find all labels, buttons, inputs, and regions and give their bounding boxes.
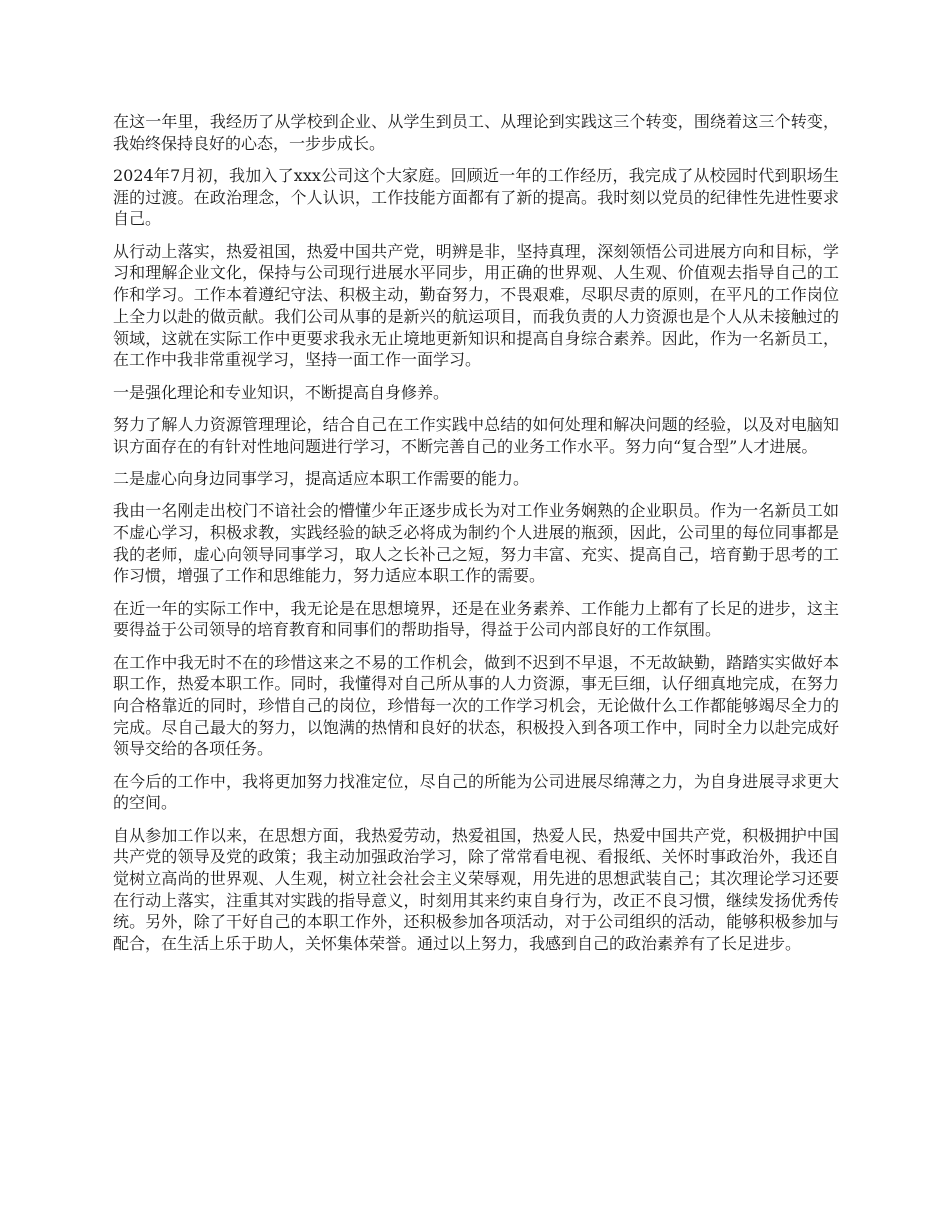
paragraph-1: 在这一年里，我经历了从学校到企业、从学生到员工、从理论到实践这三个转变，围绕着这三个转变，我始终保持良好的心态，一步步成长。 — [113, 112, 839, 153]
paragraph-7: 我由一名刚走出校门不谙社会的懵懂少年正逐步成长为对工作业务娴熟的企业职员。作为一名新员工如不虚心学习，积极求教，实践经验的缺乏必将成为制约个人进展的瓶颈，因此，公司里的每位同事都是我的老师，虚心向领导同事学习，取人之长补己之短，努力丰富、充实、提高自己，培育勤于思考的工作习惯，增强了工作和思维能力，努力适应本职工作的需要。 — [113, 501, 839, 586]
section-heading-2: 二是虚心向身边同事学习，提高适应本职工作需要的能力。 — [113, 468, 530, 488]
paragraph-8: 在近一年的实际工作中，我无论是在思想境界，还是在业务素养、工作能力上都有了长足的进步，这主要得益于公司领导的培育教育和同事们的帮助指导，得益于公司内部良好的工作氛围。 — [113, 598, 839, 640]
paragraph-3: 从行动上落实，热爱祖国，热爱中国共产党，明辨是非，坚持真理，深刻领悟公司进展方向和目标，学习和理解企业文化，保持与公司现行进展水平同步，用正确的世界观、人生观、价值观去指导自己的工作和学习。工作本着遵纪守法、积极主动，勤奋努力，不畏艰难，尽职尽责的原则，在平凡的工作岗位上全力以赴的做贡献。我们公司从事的是新兴的航运项目，而我负责的人力资源也是个人从未接触过的领域，这就在实际工作中更要求我永无止境地更新知识和提高自身综合素养。因此，作为一名新员工，在工作中我非常重视学习，坚持一面工作一面学习。 — [113, 241, 839, 370]
paragraph-10: 在今后的工作中，我将更加努力找准定位，尽自己的所能为公司进展尽绵薄之力，为自身进展寻求更大的空间。 — [113, 771, 839, 813]
paragraph-9: 在工作中我无时不在的珍惜这来之不易的工作机会，做到不迟到不早退，不无故缺勤，踏踏实实做好本职工作，热爱本职工作。同时，我懂得对自己所从事的人力资源，事无巨细，认仔细真地完成，在努力向合格靠近的同时，珍惜自己的岗位，珍惜每一次的工作学习机会，无论做什么工作都能够竭尽全力的完成。尽自己最大的努力，以饱满的热情和良好的状态，积极投入到各项工作中，同时全力以赴完成好领导交给的各项任务。 — [113, 652, 839, 759]
section-heading-1: 一是强化理论和专业知识，不断提高自身修养。 — [113, 382, 450, 402]
paragraph-2: 2024年7月初，我加入了xxx公司这个大家庭。回顾近一年的工作经历，我完成了从校园时代到职场生涯的过渡。在政治理念，个人认识，工作技能方面都有了新的提高。我时刻以党员的纪律性先进性要求自己。 — [113, 166, 839, 229]
paragraph-5: 努力了解人力资源管理理论，结合自己在工作实践中总结的如何处理和解决问题的经验，以及对电脑知识方面存在的有针对性地问题进行学习，不断完善自己的业务工作水平。努力向“复合型”人才进展。 — [113, 414, 839, 456]
document-body — [113, 111, 839, 965]
paragraph-11: 自从参加工作以来，在思想方面，我热爱劳动，热爱祖国，热爱人民，热爱中国共产党，积极拥护中国共产党的领导及党的政策；我主动加强政治学习，除了常常看电视、看报纸、关怀时事政治外，我还自觉树立高尚的世界观、人生观，树立社会社会主义荣辱观，用先进的思想武装自己；其次理论学习还要在行动上落实，注重其对实践的指导意义，时刻用其来约束自身行为，改正不良习惯，继续发扬优秀传统。另外，除了干好自己的本职工作外，还积极参加各项活动，对于公司组织的活动，能够积极参加与配合，在生活上乐于助人，关怀集体荣誉。通过以上努力，我感到自己的政治素养有了长足进步。 — [113, 825, 839, 954]
